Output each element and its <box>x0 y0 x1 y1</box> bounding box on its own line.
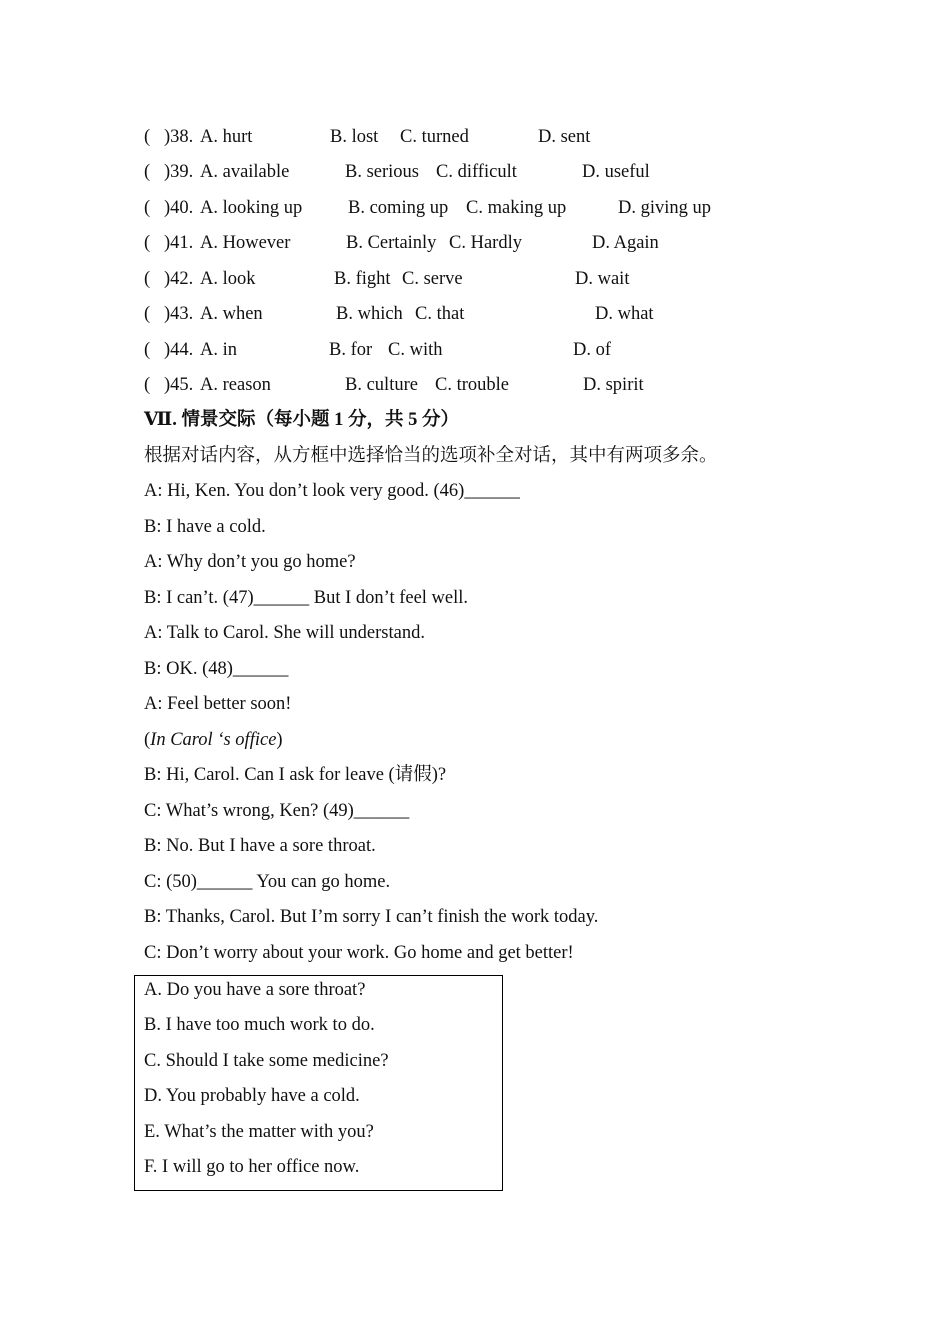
answer-bracket: ( <box>144 269 151 289</box>
dialogue-line: C: Don’t worry about your work. Go home and get better! <box>144 943 574 963</box>
question-number: )38. <box>164 127 194 147</box>
option-b: B. coming up <box>348 198 449 218</box>
option-item: B. I have too much work to do. <box>144 1015 375 1035</box>
dialogue-line: A: Why don’t you go home? <box>144 552 356 572</box>
question-38 <box>144 125 844 149</box>
option-b: B. Certainly <box>346 233 437 253</box>
option-d: D. Again <box>592 233 659 253</box>
dialogue-line: B: I can’t. (47)______ But I don’t feel well. <box>144 588 469 608</box>
option-d: D. useful <box>582 162 650 182</box>
question-number: )42. <box>164 269 194 289</box>
question-number: )40. <box>164 198 194 218</box>
option-d: D. spirit <box>583 375 644 395</box>
options-box <box>134 975 503 1191</box>
option-b: B. serious <box>345 162 419 182</box>
answer-bracket: ( <box>144 162 151 182</box>
question-number: )45. <box>164 375 194 395</box>
option-a: A. in <box>200 340 237 360</box>
option-d: D. what <box>595 304 654 324</box>
question-42 <box>144 267 844 291</box>
section-instruction: 根据对话内容，从方框中选择恰当的选项补全对话，其中有两项多余。 <box>144 446 718 466</box>
question-number: )41. <box>164 233 194 253</box>
dialogue-line: B: Thanks, Carol. But I’m sorry I can’t finish the work today. <box>144 907 599 927</box>
question-44 <box>144 338 844 362</box>
option-b: B. fight <box>334 269 391 289</box>
option-a: A. look <box>200 269 256 289</box>
option-a: A. looking up <box>200 198 303 218</box>
scene-open-paren: ( <box>144 730 151 750</box>
option-c: C. difficult <box>436 162 517 182</box>
option-a: A. available <box>200 162 290 182</box>
question-40 <box>144 196 844 220</box>
question-39 <box>144 160 844 184</box>
answer-bracket: ( <box>144 233 151 253</box>
dialogue-line: B: OK. (48)______ <box>144 659 289 679</box>
option-c: C. making up <box>466 198 567 218</box>
dialogue-line: B: Hi, Carol. Can I ask for leave (请假)? <box>144 765 447 785</box>
scene-text: In Carol ‘s office <box>150 730 277 750</box>
dialogue-line: B: No. But I have a sore throat. <box>144 836 376 856</box>
option-item: D. You probably have a cold. <box>144 1086 360 1106</box>
option-b: B. culture <box>345 375 418 395</box>
option-item: C. Should I take some medicine? <box>144 1051 389 1071</box>
question-43 <box>144 302 844 326</box>
option-b: B. which <box>336 304 403 324</box>
option-b: B. lost <box>330 127 379 147</box>
option-a: A. reason <box>200 375 271 395</box>
option-c: C. with <box>388 340 443 360</box>
option-c: C. serve <box>402 269 463 289</box>
option-d: D. of <box>573 340 612 360</box>
option-item: A. Do you have a sore throat? <box>144 980 366 1000</box>
dialogue-line: A: Talk to Carol. She will understand. <box>144 623 425 643</box>
option-d: D. giving up <box>618 198 712 218</box>
section-heading: Ⅶ. 情景交际（每小题 1 分，共 5 分） <box>144 410 459 430</box>
answer-bracket: ( <box>144 340 151 360</box>
answer-bracket: ( <box>144 198 151 218</box>
question-41 <box>144 231 844 255</box>
option-c: C. turned <box>400 127 469 147</box>
option-a: A. hurt <box>200 127 253 147</box>
dialogue-line: C: What’s wrong, Ken? (49)______ <box>144 801 410 821</box>
answer-bracket: ( <box>144 127 151 147</box>
option-d: D. wait <box>575 269 630 289</box>
option-item: F. I will go to her office now. <box>144 1157 360 1177</box>
option-a: A. when <box>200 304 263 324</box>
scene-direction <box>144 728 283 752</box>
question-number: )44. <box>164 340 194 360</box>
option-b: B. for <box>329 340 373 360</box>
question-number: )39. <box>164 162 194 182</box>
scene-close-paren: ) <box>276 730 283 750</box>
question-number: )43. <box>164 304 194 324</box>
option-d: D. sent <box>538 127 591 147</box>
answer-bracket: ( <box>144 375 151 395</box>
option-a: A. However <box>200 233 291 253</box>
dialogue-line: A: Feel better soon! <box>144 694 292 714</box>
option-item: E. What’s the matter with you? <box>144 1122 374 1142</box>
question-45 <box>144 373 844 397</box>
dialogue-line: A: Hi, Ken. You don’t look very good. (46)______ <box>144 481 520 501</box>
dialogue-line: C: (50)______ You can go home. <box>144 872 391 892</box>
option-c: C. Hardly <box>449 233 522 253</box>
option-c: C. trouble <box>435 375 509 395</box>
option-c: C. that <box>415 304 465 324</box>
dialogue-line: B: I have a cold. <box>144 517 266 537</box>
answer-bracket: ( <box>144 304 151 324</box>
